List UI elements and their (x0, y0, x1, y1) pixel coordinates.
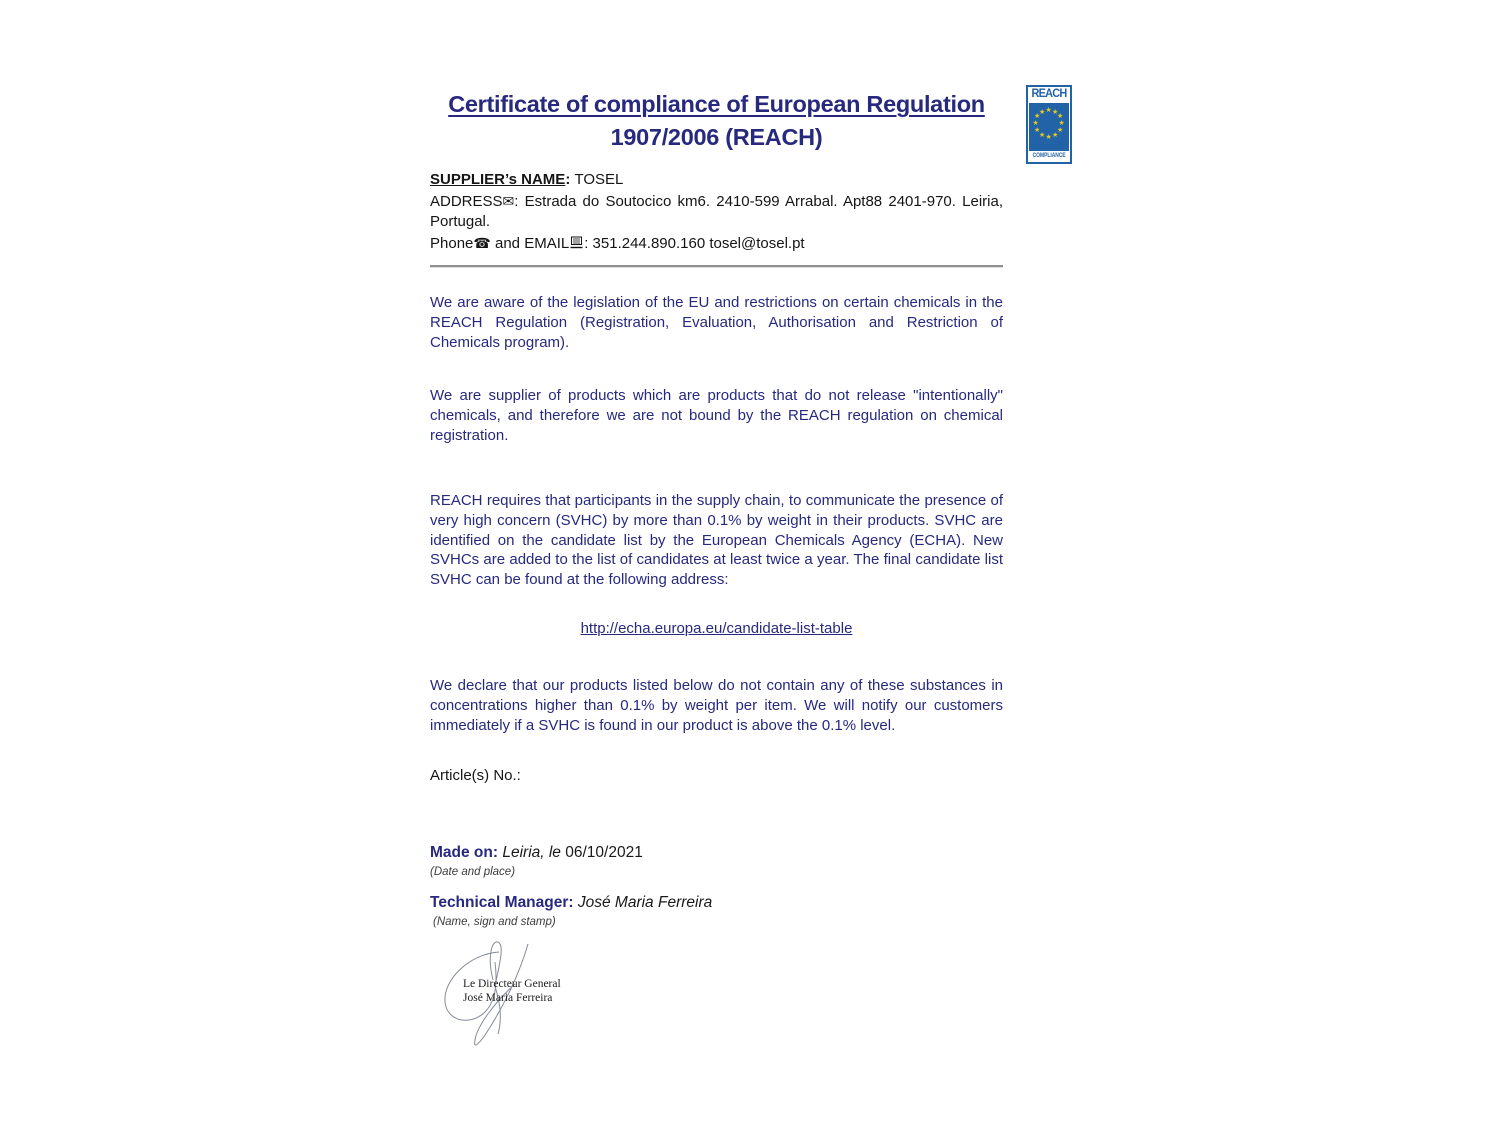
paragraph-reach-awareness: We are aware of the legislation of the EU and restrictions on certain chemicals in the REACH Regulation (Registration, Evaluation, Authorisation and Restriction of Chemicals program). (430, 294, 1003, 351)
signature-block (435, 938, 585, 1053)
star-icon: ★ (1057, 127, 1064, 134)
eu-stars-field (1029, 103, 1069, 151)
date-place-caption: (Date and place) (430, 866, 516, 878)
star-icon: ★ (1034, 113, 1041, 120)
star-icon: ★ (1052, 109, 1059, 116)
signature-text (463, 978, 561, 1005)
title-line-1: Certificate of compliance of European Regulation (448, 91, 985, 117)
star-icon: ★ (1045, 134, 1052, 141)
page-title (415, 88, 1018, 154)
made-on-label: Made on: (430, 844, 499, 861)
paragraph-supplier-statement: We are supplier of products which are products that do not release "intentionally" chemicals, and therefore we are not bound by the REACH regulation on chemical registration. (430, 387, 1003, 444)
title-line-2: 1907/2006 (REACH) (610, 124, 823, 150)
supplier-info (430, 170, 1003, 255)
signature-name: José Maria Ferreira (463, 991, 553, 1004)
star-icon: ★ (1045, 107, 1052, 114)
phone-icon: ☎ (473, 234, 491, 251)
paragraph-svhc-requirements: REACH requires that participants in the supply chain, to communicate the presence of very high concern (SVHC) by more than 0.1% by weight in their products. SVHC are identified on the candidate list by the European Chemicals Agency (ECHA). New SVHCs are added to the list of candidates at least twice a year. The final candidate list SVHC can be found at the following address: (430, 492, 1003, 589)
technical-manager-label: Technical Manager: (430, 894, 574, 911)
candidate-list-link[interactable]: http://echa.europa.eu/candidate-list-table (580, 620, 853, 637)
name-sign-stamp-caption: (Name, sign and stamp) (433, 916, 556, 928)
star-icon: ★ (1052, 132, 1059, 139)
star-icon: ★ (1032, 120, 1039, 127)
contact-value: : 351.244.890.160 tosel@tosel.pt (584, 234, 805, 252)
star-icon: ★ (1034, 127, 1041, 134)
logo-reach-label: REACH (1031, 88, 1067, 100)
logo-compliance-label: COMPLIANCE (1032, 153, 1066, 159)
supplier-name-separator: : (565, 171, 575, 188)
computer-icon (570, 235, 583, 256)
star-icon: ★ (1039, 109, 1046, 116)
signature-title: Le Directeur General (463, 978, 561, 990)
technical-manager-line (430, 894, 712, 912)
candidate-list-link-line (430, 620, 1003, 638)
paragraph-declaration: We declare that our products listed below do not contain any of these substances in concentrations higher than 0.1% by weight per item. We will notify our customers immediately if a SVHC is found in our product is above the 0.1% level. (430, 677, 1003, 734)
star-icon: ★ (1057, 113, 1064, 120)
reach-compliance-logo (1026, 85, 1072, 164)
star-icon: ★ (1058, 120, 1065, 127)
email-label: and EMAIL (490, 234, 570, 252)
made-on-date: 06/10/2021 (565, 844, 643, 861)
star-icon: ★ (1039, 132, 1046, 139)
horizontal-divider (430, 265, 1003, 268)
phone-label: Phone (430, 234, 474, 252)
made-on-place: Leiria, le (502, 844, 561, 861)
envelope-icon: ✉ (502, 192, 515, 209)
supplier-name-label: SUPPLIER’s NAME (430, 171, 566, 188)
made-on-line (430, 844, 643, 862)
technical-manager-name: José Maria Ferreira (577, 894, 713, 911)
address-value: : Estrada do Soutocico km6. 2410-599 Arrabal. Apt88 2401-970. Leiria, Portugal. (430, 192, 1003, 230)
address-label: ADDRESS (430, 192, 503, 210)
supplier-name-value: TOSEL (574, 171, 624, 188)
articles-number-label: Article(s) No.: (430, 767, 521, 784)
certificate-document (430, 0, 1003, 1125)
